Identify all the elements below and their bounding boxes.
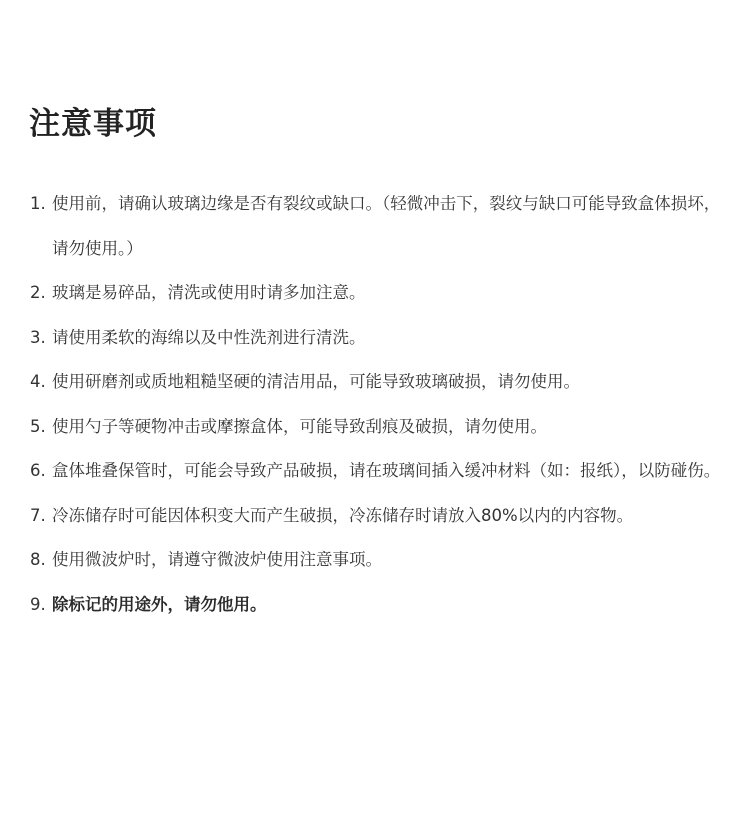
list-item-number: 9. [30,594,46,614]
list-item-number: 8. [30,550,46,569]
list-item-text: 使用勺子等硬物冲击或摩擦盒体，可能导致刮痕及破损，请勿使用。 [52,416,547,436]
page-title: 注意事项 [29,106,157,142]
list-item [30,538,730,583]
list-item-text: 盒体堆叠保管时，可能会导致产品破损，请在玻璃间插入缓冲材料（如：报纸），以防碰伤。 [52,461,721,480]
list-item [30,449,730,494]
notes-list [30,182,730,627]
list-item [30,583,730,628]
list-item-number: 1. [30,194,46,213]
list-item-text: 使用前，请确认玻璃边缘是否有裂纹或缺口。（轻微冲击下，裂纹与缺口可能导致盒体损坏，请勿使用。） [52,194,721,258]
list-item-text: 除标记的用途外，请勿他用。 [52,594,267,614]
list-item-number: 4. [30,372,46,391]
list-item-number: 2. [30,283,46,302]
list-item-text: 玻璃是易碎品，清洗或使用时请多加注意。 [52,283,366,302]
list-item-number: 7. [30,505,46,525]
list-item [30,494,730,539]
list-item [30,271,730,316]
list-item [30,182,730,271]
list-item-number: 6. [30,461,46,480]
list-item-text: 请使用柔软的海绵以及中性洗剂进行清洗。 [52,327,366,347]
list-item [30,405,730,450]
list-item-text: 使用研磨剂或质地粗糙坚硬的清洁用品，可能导致玻璃破损，请勿使用。 [52,372,580,391]
list-item [30,316,730,361]
list-item-text: 冷冻储存时可能因体积变大而产生破损，冷冻储存时请放入80%以内的内容物。 [52,505,634,525]
list-item [30,360,730,405]
list-item-number: 3. [30,327,46,347]
list-item-number: 5. [30,416,46,436]
list-item-text: 使用微波炉时，请遵守微波炉使用注意事项。 [52,550,382,569]
